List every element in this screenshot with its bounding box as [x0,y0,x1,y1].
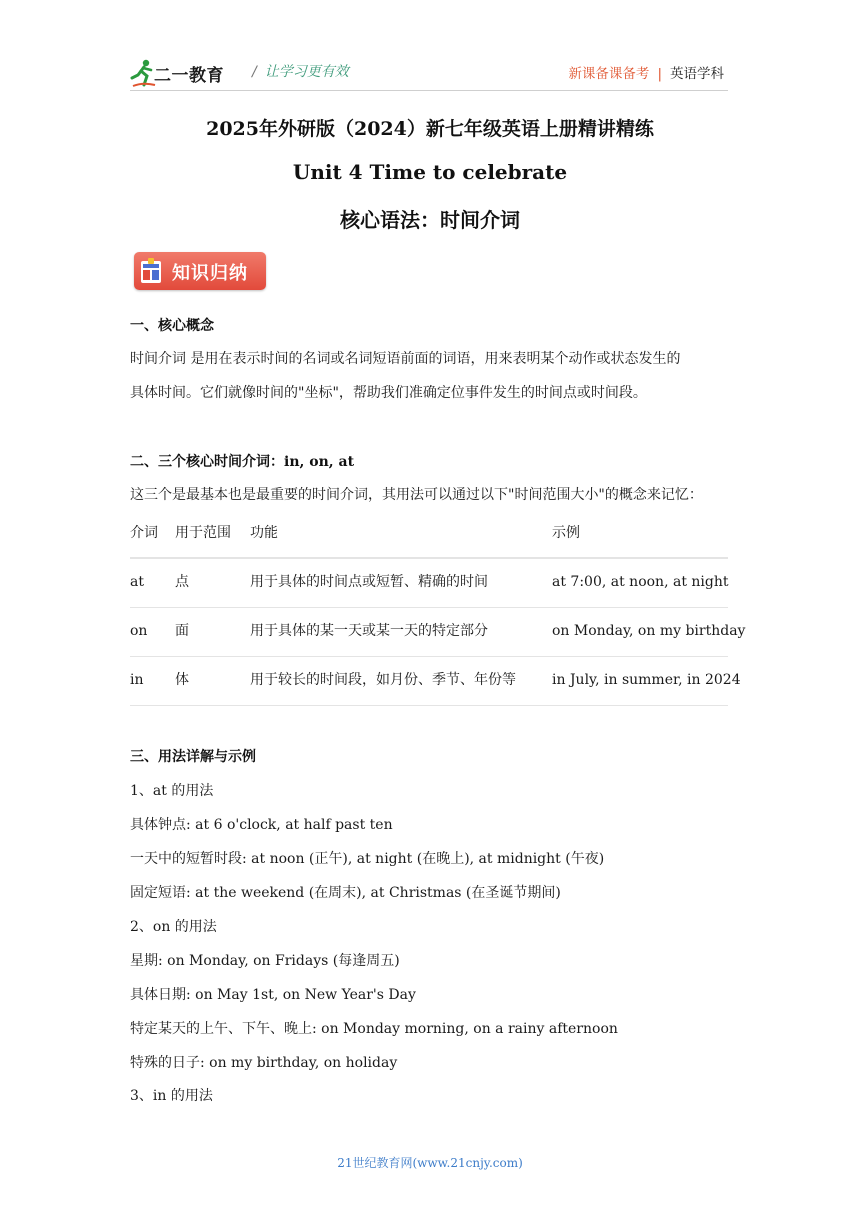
page-footer: 21世纪教育网(www.21cnjy.com) [337,1156,523,1170]
table-cell: 用于较长的时间段，如月份、季节、年份等 [250,672,516,688]
usage-line: 星期: on Monday, on Fridays (每逢周五) [130,953,400,969]
usage-line: 具体钟点: at 6 o'clock, at half past ten [130,817,393,833]
grammar-topic-title: 核心语法：时间介词 [340,208,520,232]
table-cell: 体 [175,672,189,688]
slogan-text: 让学习更有效 [264,64,349,80]
table-cell: 用于具体的时间点或短暂、精确的时间 [250,574,488,590]
brand-logo [130,58,240,90]
usage-line: 特定某天的上午、下午、晚上: on Monday morning, on a rainy afternoon [130,1021,618,1037]
usage-subheading-in: 3、in 的用法 [130,1088,213,1104]
page-header [130,52,728,92]
table-header-cell: 用于范围 [175,525,231,541]
table-row [130,559,728,608]
badge-label: 知识归纳 [172,263,248,284]
table-header-cell: 示例 [552,525,580,541]
table-header-row [130,510,728,559]
table-header-cell: 介词 [130,525,158,541]
section1-paragraph-line2: 具体时间。它们就像时间的"坐标"，帮助我们准确定位事件发生的时间点或时间段。 [130,385,647,401]
section1-paragraph-line1: 时间介词 是用在表示时间的名词或名词短语前面的词语，用来表明某个动作或状态发生的 [130,351,681,367]
table-cell: in [130,672,144,688]
knowledge-summary-badge [134,252,266,290]
usage-line: 固定短语: at the weekend (在周末), at Christmas (在圣诞节期间) [130,885,561,901]
slogan [252,61,349,81]
table-cell: in July, in summer, in 2024 [552,672,741,688]
table-header-cell: 功能 [250,525,278,541]
document-title: 2025年外研版（2024）新七年级英语上册精讲精练 [206,118,654,140]
section2-heading: 二、三个核心时间介词：in, on, at [130,454,355,470]
table-row [130,657,741,706]
header-subject [568,62,724,82]
section1-heading: 一、核心概念 [130,318,214,334]
unit-title: Unit 4 Time to celebrate [292,160,568,184]
header-subject-label: 英语学科 [670,66,724,82]
usage-line: 特殊的日子: on my birthday, on holiday [130,1055,398,1071]
usage-subheading-at: 1、at 的用法 [130,783,214,799]
usage-line: 具体日期: on May 1st, on New Year's Day [130,987,416,1003]
section3-heading: 三、用法详解与示例 [130,749,256,765]
runner-logo-icon [130,58,156,88]
table-cell: 用于具体的某一天或某一天的特定部分 [250,623,488,639]
table-cell: 点 [175,574,189,590]
slogan-divider: / [252,64,257,80]
header-separator: | [657,66,662,82]
table-cell: 面 [175,623,189,639]
header-divider [130,90,728,91]
logo-text: 二一教育 [154,66,224,86]
usage-line: 一天中的短暂时段: at noon (正午), at night (在晚上), at midnight (午夜) [130,851,605,867]
header-course-label: 新课备课备考 [568,66,650,82]
table-row [130,608,746,657]
section2-intro: 这三个是最基本也是最重要的时间介词，其用法可以通过以下"时间范围大小"的概念来记忆： [130,487,703,503]
prepositions-table [130,510,746,706]
book-icon [140,258,162,284]
table-cell: at 7:00, at noon, at night [552,574,729,590]
table-cell: on [130,623,148,639]
usage-subheading-on: 2、on 的用法 [130,919,217,935]
table-cell: on Monday, on my birthday [552,623,746,639]
table-cell: at [130,574,144,590]
